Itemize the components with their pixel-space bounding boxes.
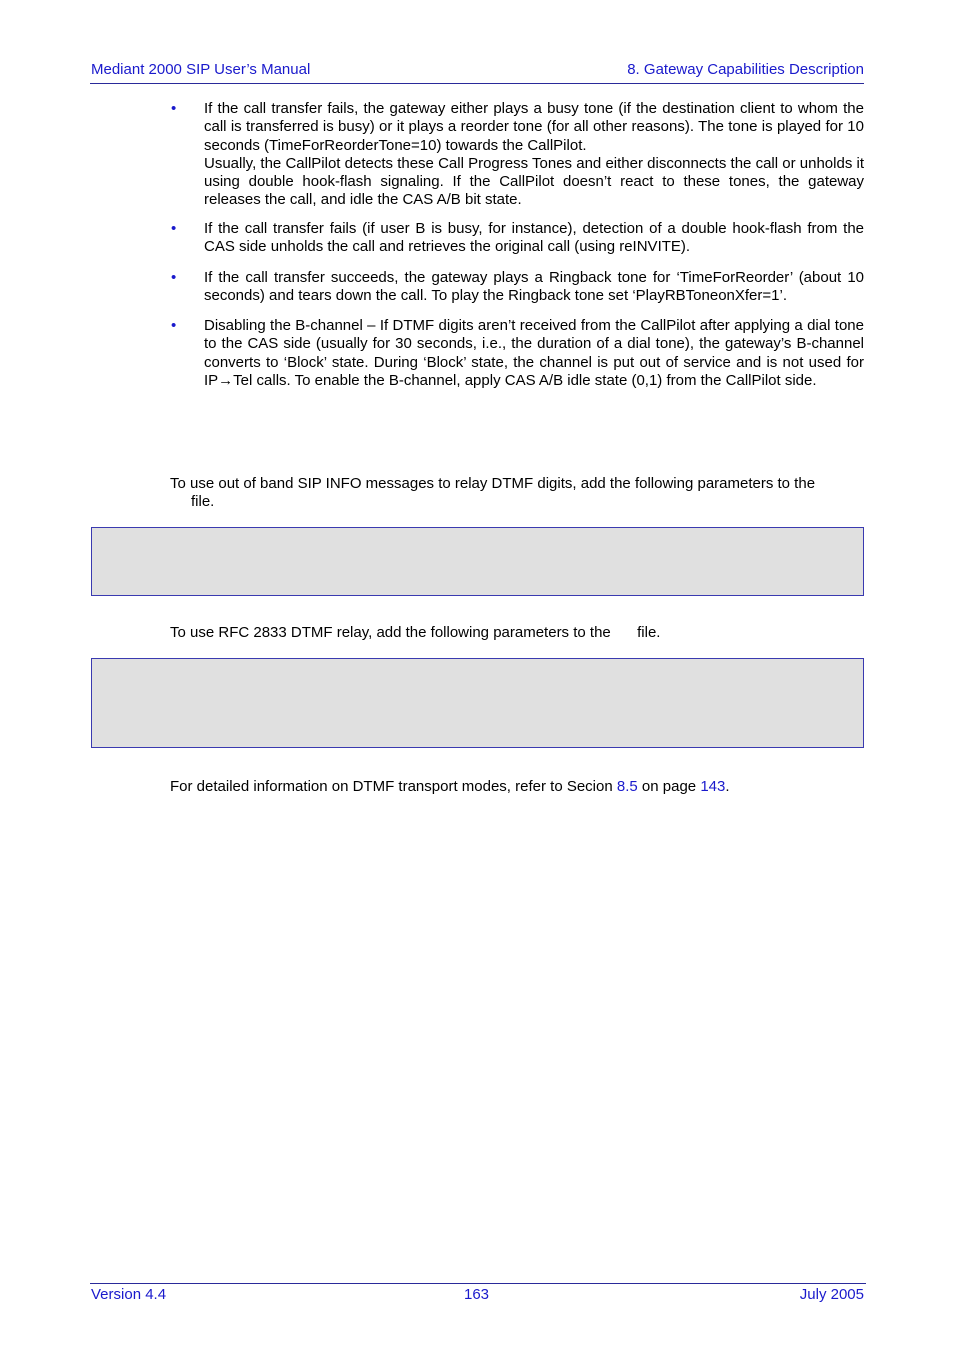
paragraph-reference bbox=[170, 778, 730, 796]
bullet-item-disable-b-channel: Disabling the B-channel – If DTMF digits aren’t received from the CallPilot after applying a dial tone to the CAS side (usually for 30 seconds, i.e., the duration of a dial tone), the gateway’s B-channel converts to ‘Block’ state. During ‘Block’ state, the channel is put out of service and is not used for IP→Tel calls. To enable the B-channel, apply CAS A/B idle state (0,1) from the CallPilot side. bbox=[204, 317, 864, 389]
bullet-icon: • bbox=[171, 220, 177, 237]
bullet-text-continued: Usually, the CallPilot detects these Call Progress Tones and either disconnects the call or unholds it using double hook-flash signaling. If the CallPilot doesn’t react to these tones, the gateway releases the call, and idle the CAS A/B bit state. bbox=[204, 154, 864, 209]
section-link[interactable]: 8.5 bbox=[616, 778, 638, 795]
paragraph-sip-info bbox=[170, 475, 870, 512]
bullet-icon: • bbox=[171, 269, 177, 286]
bullet-icon: • bbox=[171, 317, 177, 334]
footer-version: Version 4.4 bbox=[91, 1286, 167, 1303]
code-box-sip-info bbox=[91, 527, 864, 596]
paragraph-text: file. bbox=[637, 624, 661, 641]
bullet-item-transfer-fails bbox=[204, 100, 864, 210]
bullet-icon: • bbox=[171, 100, 177, 117]
paragraph-text: To use RFC 2833 DTMF relay, add the following parameters to the bbox=[170, 624, 611, 641]
code-box-rfc2833 bbox=[91, 658, 864, 748]
page-header bbox=[90, 61, 864, 84]
bullet-item-transfer-succeeds: If the call transfer succeeds, the gateway plays a Ringback tone for ‘TimeForReorder’ (about 10 seconds) and tears down the call. To play the Ringback tone set ‘PlayRBToneonXfer=1’. bbox=[204, 269, 864, 305]
paragraph-line: file. bbox=[191, 493, 215, 511]
footer-date: July 2005 bbox=[799, 1286, 864, 1303]
paragraph-text: on page bbox=[641, 778, 697, 795]
bullet-text: If the call transfer fails, the gateway either plays a busy tone (if the destination client to whom the call is transferred is busy) or it plays a reorder tone (for all other reasons). The tone is played for 10 seconds (TimeForReorderTone=10) towards the CallPilot. bbox=[204, 100, 864, 154]
page-footer bbox=[90, 1283, 866, 1308]
paragraph-text: For detailed information on DTMF transport modes, refer to Secion bbox=[170, 778, 613, 795]
paragraph-rfc2833 bbox=[170, 624, 660, 642]
header-manual-title: Mediant 2000 SIP User’s Manual bbox=[91, 61, 311, 78]
paragraph-period: . bbox=[725, 778, 730, 795]
page-link[interactable]: 143 bbox=[700, 778, 726, 795]
bullet-item-hook-flash: If the call transfer fails (if user B is busy, for instance), detection of a double hook-flash from the CAS side unholds the call and retrieves the original call (using reINVITE). bbox=[204, 220, 864, 256]
header-chapter-title: 8. Gateway Capabilities Description bbox=[627, 61, 864, 78]
footer-page-number: 163 bbox=[464, 1286, 490, 1303]
paragraph-line: To use out of band SIP INFO messages to relay DTMF digits, add the following parameters to the bbox=[170, 475, 816, 492]
